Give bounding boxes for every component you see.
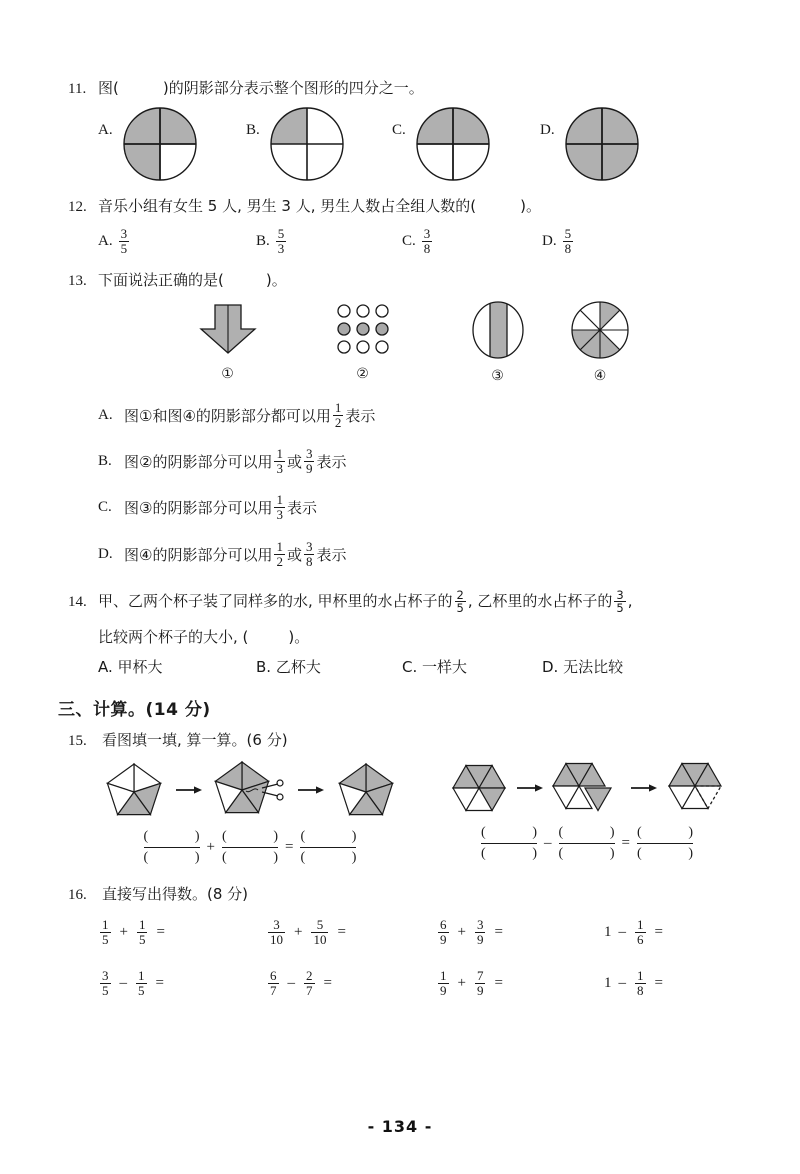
c2b-den: 10	[313, 931, 327, 947]
q13-b-num2: 3	[305, 446, 313, 462]
q12-c-den: 8	[423, 240, 431, 256]
q13-answer-a-text1: 图①和图④的阴影部分都可以用	[124, 407, 331, 426]
q13-text: 下面说法正确的是(	[98, 270, 224, 289]
q12-option-c[interactable]	[402, 227, 542, 256]
pentagon-3	[330, 758, 402, 822]
bf4-num-close: )	[532, 825, 538, 841]
blank-fraction-5[interactable]	[559, 824, 615, 862]
q13-d-num1: 1	[276, 538, 283, 554]
q13-answer-d-text3: 表示	[316, 545, 347, 564]
calc-7-eq: =	[494, 974, 503, 991]
question-13-stem	[68, 270, 732, 292]
q12-option-b-fraction	[276, 227, 287, 256]
figure-4-label: ④	[593, 368, 607, 385]
hexagon-diagram-group	[447, 758, 727, 866]
c3b-num: 3	[476, 916, 484, 932]
c8b-den: 8	[637, 982, 644, 998]
calc-4-eq: =	[654, 923, 663, 940]
figure-1	[160, 301, 295, 384]
figure-2-label: ②	[356, 366, 369, 383]
pentagon-1	[98, 758, 170, 822]
calc-3-op: +	[457, 923, 466, 940]
calc-7-op: +	[457, 974, 466, 991]
q14-f1-num: 2	[456, 587, 464, 602]
eighths-circle-icon	[565, 301, 635, 359]
question-11-stem	[68, 78, 732, 100]
q13-d-den2: 8	[305, 553, 313, 569]
q13-b-num1: 1	[276, 446, 283, 462]
q13-answer-a[interactable]	[98, 401, 732, 430]
q14-option-c-letter: C.	[402, 658, 418, 677]
c2a-den: 10	[270, 931, 283, 947]
q12-b-den: 3	[277, 240, 285, 256]
question-12	[68, 196, 732, 256]
calc-8-eq: =	[654, 974, 663, 991]
pentagon-2-with-scissors	[208, 758, 292, 822]
bf3-den-open: (	[300, 849, 306, 865]
q14-text-a: 甲、乙两个杯子装了同样多的水, 甲杯里的水占杯子的	[98, 591, 453, 610]
q14-f2-den: 5	[616, 600, 624, 615]
page-number: - 134 -	[367, 1117, 433, 1136]
bf5-den-close: )	[609, 845, 615, 861]
q13-answer-c-fraction	[274, 493, 285, 522]
bf2-den-close: )	[273, 849, 278, 865]
q14-option-b-label: 乙杯大	[275, 658, 321, 677]
c7b-num: 7	[476, 967, 484, 983]
q13-d-den1: 2	[276, 553, 283, 569]
c6a-num: 6	[270, 967, 277, 983]
bf3-num-close: )	[351, 829, 357, 845]
c2a-num: 3	[273, 916, 280, 932]
q13-answer-d-text2: 或	[286, 545, 302, 564]
bf6-den-close: )	[688, 845, 693, 861]
q13-c-den: 3	[276, 507, 283, 523]
arrow-right-icon-1	[175, 783, 203, 797]
bf4-den-open: (	[481, 845, 486, 861]
bf4-den-close: )	[532, 845, 538, 861]
figure-4	[565, 301, 635, 384]
bf5-num-open: (	[558, 825, 564, 841]
q14-text-line2: 比较两个杯子的大小, (	[98, 628, 249, 647]
calc-item-8[interactable]	[604, 969, 732, 998]
c4b-den: 6	[637, 931, 644, 947]
c5b-den: 5	[138, 982, 145, 998]
hexagon-1	[447, 758, 511, 818]
question-15-prompt: 看图填一填, 算一算。(6 分)	[102, 731, 288, 750]
bf1-den-open: (	[143, 849, 149, 865]
q13-b-den2: 9	[305, 461, 313, 477]
c7a-den: 9	[440, 982, 447, 998]
bf5-num-close: )	[609, 825, 615, 841]
q12-option-d-letter: D.	[542, 232, 557, 249]
q13-answer-b-fraction-2	[304, 447, 315, 476]
q13-text-after: )。	[265, 270, 287, 289]
q12-text: 音乐小组有女生 5 人, 男生 3 人, 男生人数占全组人数的(	[98, 196, 477, 215]
calc-item-2[interactable]	[266, 918, 436, 947]
q13-b-den1: 3	[276, 461, 283, 477]
calc-8-b	[635, 969, 646, 998]
option-d[interactable]	[540, 104, 641, 184]
blank-fraction-1[interactable]	[144, 828, 200, 866]
c8b-num: 1	[637, 967, 644, 983]
arrow-right-icon-4	[630, 781, 658, 795]
calc-1-b	[137, 918, 148, 947]
circle-diagram-d	[563, 104, 641, 184]
question-15-stem	[68, 730, 732, 752]
c6b-num: 2	[306, 967, 313, 983]
q13-a-den: 2	[334, 415, 342, 431]
question-13-number: 13.	[68, 272, 87, 289]
pentagon-diagram-group	[98, 758, 402, 866]
calc-5-b	[136, 969, 147, 998]
q13-answer-d-text1: 图④的阴影部分可以用	[124, 545, 273, 564]
hexagon-strip	[447, 758, 727, 818]
q13-answer-a-fraction	[333, 401, 344, 430]
hexagon-2-detached	[549, 758, 625, 818]
option-d-letter: D.	[540, 121, 555, 138]
calc-5-a	[100, 969, 111, 998]
q12-d-den: 8	[564, 240, 572, 256]
question-16-stem	[68, 884, 732, 906]
q13-answer-a-letter: A.	[98, 407, 113, 424]
calc-2-eq: =	[337, 923, 346, 940]
question-12-text	[98, 196, 541, 218]
calc-item-3[interactable]	[436, 918, 604, 947]
arrow-right-icon-3	[516, 781, 544, 795]
c2b-num: 5	[316, 916, 324, 932]
calc-4-whole: 1	[604, 923, 612, 940]
q14-text-line2-after: )。	[288, 628, 310, 647]
q11-text-after: )的阴影部分表示整个图形的四分之一。	[162, 79, 424, 97]
q14-option-d-letter: D.	[542, 658, 559, 677]
q12-option-a[interactable]	[98, 227, 256, 256]
c1a-num: 1	[102, 916, 109, 932]
q13-answer-d-letter: D.	[98, 545, 113, 562]
q12-text-after: )。	[520, 196, 541, 215]
q14-option-b-letter: B.	[256, 658, 272, 677]
question-14-number: 14.	[68, 593, 87, 610]
calc-4-b	[635, 918, 646, 947]
q12-a-num: 3	[120, 225, 128, 241]
question-16-items	[98, 918, 732, 998]
figure-1-label: ①	[221, 366, 234, 383]
calc-5-op: –	[119, 974, 127, 991]
question-15-number: 15.	[68, 733, 87, 750]
q14-fraction-2	[614, 589, 625, 615]
q13-d-num2: 3	[305, 538, 313, 554]
question-13-text	[98, 270, 287, 292]
calc-1-op: +	[119, 923, 128, 940]
blank-fraction-4[interactable]	[481, 824, 537, 862]
calc-3-b	[475, 918, 486, 947]
q13-answer-d-fraction-1	[274, 540, 285, 569]
c6b-den: 7	[306, 982, 313, 998]
question-15	[68, 730, 732, 866]
q11-text-before: 图(	[98, 79, 119, 97]
hexagon-blank-expression[interactable]	[481, 824, 693, 862]
calc-item-6[interactable]	[266, 969, 436, 998]
bf1-num-close: )	[194, 829, 200, 845]
q14-f2-num: 3	[616, 587, 624, 602]
option-c[interactable]	[392, 104, 540, 184]
calc-2-a	[268, 918, 285, 947]
calc-item-4[interactable]	[604, 918, 732, 947]
pentagon-strip	[98, 758, 402, 822]
question-16	[68, 884, 732, 998]
q14-option-a[interactable]	[98, 656, 256, 677]
q12-option-c-letter: C.	[402, 232, 416, 249]
c5b-num: 1	[138, 967, 145, 983]
pentagon-blank-expression[interactable]	[144, 828, 357, 866]
q12-option-a-letter: A.	[98, 232, 113, 249]
c1a-den: 5	[102, 931, 109, 947]
question-14-options	[98, 656, 732, 677]
q14-option-a-label: 甲杯大	[117, 658, 163, 677]
q14-option-c-label: 一样大	[422, 658, 468, 677]
question-14-line1	[68, 589, 732, 615]
question-12-options	[98, 227, 732, 256]
question-13	[68, 270, 732, 569]
q13-answer-b-text1: 图②的阴影部分可以用	[124, 453, 273, 472]
bf1-den-close: )	[194, 849, 200, 865]
calc-6-eq: =	[323, 974, 332, 991]
option-b[interactable]	[246, 104, 392, 184]
c1b-den: 5	[138, 931, 146, 947]
dot-grid-icon	[328, 301, 398, 357]
page-content	[58, 78, 732, 998]
q14-fraction-1	[455, 589, 466, 615]
c7a-num: 1	[440, 967, 447, 983]
option-a-letter: A.	[98, 121, 113, 138]
c6a-den: 7	[270, 982, 277, 998]
question-16-number: 16.	[68, 887, 87, 904]
question-15-diagrams	[98, 758, 732, 866]
calc-8-op: –	[618, 974, 626, 991]
calc-item-1[interactable]	[98, 918, 266, 947]
blank-fraction-2[interactable]	[222, 828, 278, 866]
arrow-right-icon-2	[297, 783, 325, 797]
calc-item-7[interactable]	[436, 969, 604, 998]
q13-answer-b[interactable]	[98, 447, 732, 476]
calc-6-a	[268, 969, 279, 998]
q13-answer-b-fraction-1	[274, 447, 285, 476]
circle-diagram-a	[121, 104, 199, 184]
band-circle-icon	[463, 301, 533, 359]
figure-3	[430, 301, 565, 384]
bf5-den-open: (	[558, 845, 564, 861]
calc-1-eq: =	[156, 923, 165, 940]
q13-answer-a-text2: 表示	[345, 407, 376, 426]
pentagon-operator: +	[206, 838, 215, 855]
calc-3-a	[438, 918, 449, 947]
q14-option-d-label: 无法比较	[563, 658, 624, 677]
calc-4-op: –	[618, 923, 626, 940]
q12-c-num: 3	[423, 225, 431, 241]
q12-option-b[interactable]	[256, 227, 402, 256]
c7b-den: 9	[476, 982, 484, 998]
calc-3-eq: =	[494, 923, 503, 940]
q13-answer-b-text2: 或	[286, 453, 302, 472]
calc-5-eq: =	[155, 974, 164, 991]
circle-diagram-c	[414, 104, 492, 184]
bf6-den-open: (	[636, 845, 642, 861]
c4b-num: 1	[637, 916, 644, 932]
q14-text-c: ,	[627, 591, 633, 610]
question-16-prompt: 直接写出得数。(8 分)	[102, 885, 249, 904]
figure-2	[295, 301, 430, 384]
q13-answer-c-letter: C.	[98, 499, 112, 516]
calc-6-b	[304, 969, 315, 998]
bf4-num-open: (	[481, 825, 486, 841]
q12-b-num: 5	[277, 225, 285, 241]
bf3-num-open: (	[300, 829, 306, 845]
bf2-num-open: (	[222, 829, 227, 845]
q12-d-num: 5	[564, 225, 572, 241]
question-11-options	[98, 104, 732, 184]
c3a-num: 6	[440, 916, 447, 932]
c3a-den: 9	[440, 931, 447, 947]
question-11-text	[98, 78, 424, 100]
q14-option-a-letter: A.	[98, 658, 113, 677]
hexagon-equals: =	[621, 834, 630, 851]
q13-answer-b-letter: B.	[98, 453, 112, 470]
calc-2-b	[311, 918, 328, 947]
calc-7-b	[475, 969, 486, 998]
section-heading-three: 三、计算。(14 分)	[58, 700, 211, 721]
calc-1-a	[100, 918, 111, 947]
q13-answer-c-text2: 表示	[286, 499, 317, 518]
option-b-letter: B.	[246, 121, 260, 138]
bf3-den-close: )	[351, 849, 357, 865]
q12-option-a-fraction	[119, 227, 130, 256]
q14-text-b: , 乙杯里的水占杯子的	[467, 591, 613, 610]
q12-option-d[interactable]	[542, 227, 575, 256]
option-a[interactable]	[98, 104, 246, 184]
pentagon-equals: =	[285, 838, 294, 855]
q13-answer-c-text1: 图③的阴影部分可以用	[124, 499, 273, 518]
circle-diagram-b	[268, 104, 346, 184]
c5a-den: 5	[102, 982, 109, 998]
option-c-letter: C.	[392, 121, 406, 138]
hexagon-3-dashed	[663, 758, 727, 818]
q13-a-num: 1	[334, 400, 342, 416]
bf6-num-open: (	[636, 825, 642, 841]
question-12-number: 12.	[68, 198, 87, 215]
calc-6-op: –	[287, 974, 295, 991]
calc-item-5[interactable]	[98, 969, 266, 998]
question-14	[68, 589, 732, 678]
q14-option-b[interactable]	[256, 656, 402, 677]
bf6-num-close: )	[688, 825, 693, 841]
question-14-line2	[98, 626, 732, 647]
q13-answer-d-fraction-2	[304, 540, 315, 569]
q12-option-d-fraction	[563, 227, 574, 256]
hexagon-operator: –	[544, 834, 552, 851]
down-arrow-icon	[193, 301, 263, 357]
bf2-num-close: )	[273, 829, 278, 845]
q13-answer-d[interactable]	[98, 540, 732, 569]
q13-answer-c[interactable]	[98, 493, 732, 522]
calc-8-whole: 1	[604, 974, 612, 991]
q12-option-c-fraction	[422, 227, 433, 256]
c1b-num: 1	[138, 916, 146, 932]
q13-answer-b-text3: 表示	[316, 453, 347, 472]
question-11	[68, 78, 732, 184]
calc-2-op: +	[294, 923, 303, 940]
c3b-den: 9	[476, 931, 484, 947]
q12-option-b-letter: B.	[256, 232, 270, 249]
q12-a-den: 5	[120, 240, 128, 256]
calc-7-a	[438, 969, 449, 998]
question-12-stem	[68, 196, 732, 218]
blank-fraction-3[interactable]	[300, 828, 356, 866]
q13-c-num: 1	[276, 492, 283, 508]
question-14-text-line1	[98, 589, 633, 615]
figure-3-label: ③	[491, 368, 504, 385]
q14-option-c[interactable]	[402, 656, 542, 677]
c5a-num: 3	[102, 967, 109, 983]
question-13-figures	[160, 301, 732, 384]
q14-option-d[interactable]	[542, 656, 623, 677]
bf1-num-open: (	[143, 829, 149, 845]
q14-f1-den: 5	[456, 600, 464, 615]
blank-fraction-6[interactable]	[637, 824, 693, 862]
question-11-number: 11.	[68, 81, 87, 97]
bf2-den-open: (	[222, 849, 227, 865]
